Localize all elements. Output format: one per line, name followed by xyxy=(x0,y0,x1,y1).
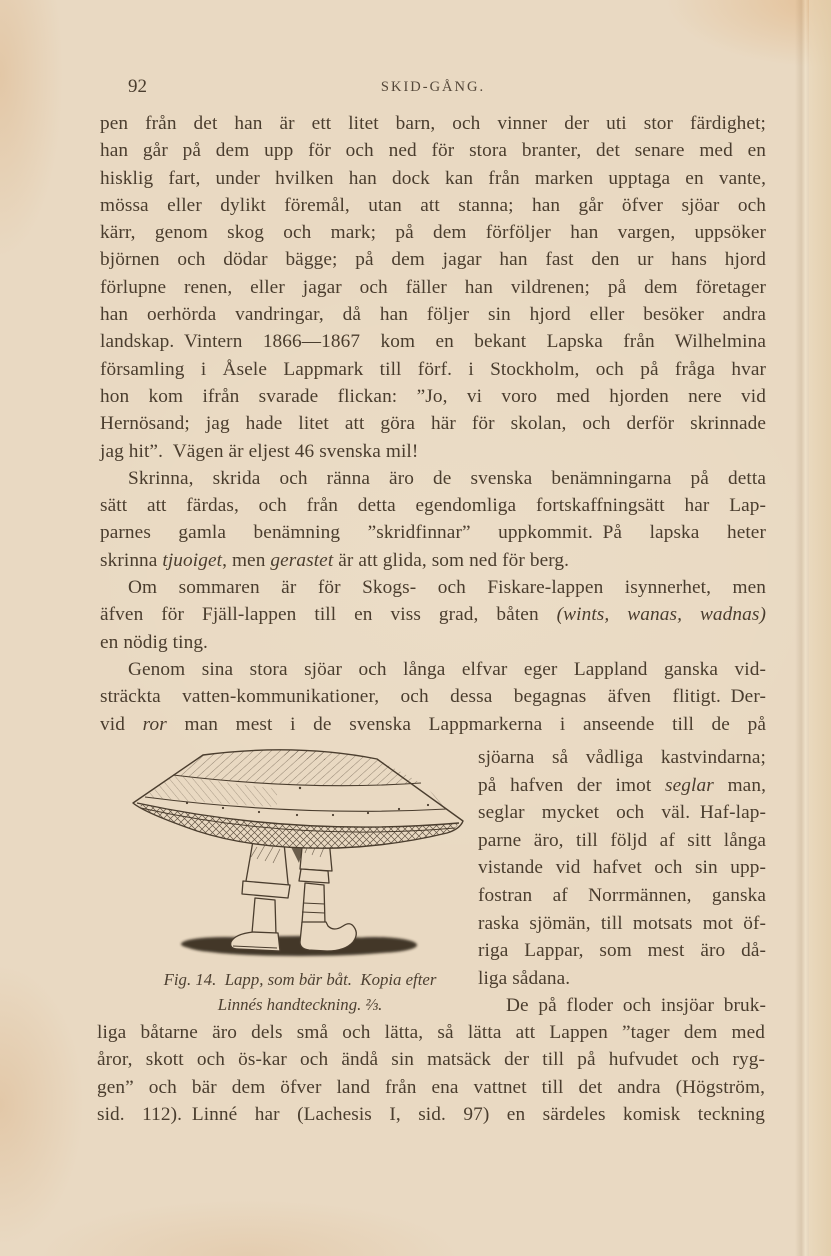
text-line: kärr, genom skog och mark; på dem förföljer han vargen, uppsöker xyxy=(100,222,766,244)
text-line: mössa eller dylikt föremål, utan att stanna; han går öfver sjöar och xyxy=(100,194,766,216)
text-line: Hernösand; jag hade litet att göra här för skolan, och derför skrinnade xyxy=(100,413,766,435)
wrap-text-column xyxy=(478,744,766,1020)
text-line: hisklig fart, under hvilken han dock kan från marken upptaga en vante, xyxy=(100,167,766,189)
lapp-carrying-boat-drawing xyxy=(125,745,470,960)
text-line: vid ror man mest i de svenska Lappmarkerna i anseende till de på xyxy=(100,713,767,735)
text-line: fostran af Norrmännen, ganska xyxy=(478,884,766,906)
text-line: parne äro, till följd af sitt långa xyxy=(478,829,766,851)
text-line: riga Lappar, som mest äro då- xyxy=(478,940,766,962)
text-line: sätt att färdas, och från detta egendomliga fortskaffningsätt har Lap- xyxy=(100,495,766,517)
text-line: åror, skott och ös-kar och ändå sin matsäck der till på hufvudet och ryg- xyxy=(97,1049,765,1071)
text-line: liga båtarne äro dels små och lätta, så lätta att Lappen ”tager dem med xyxy=(97,1022,765,1043)
text-line: raska sjömän, till motsats mot öf- xyxy=(478,912,766,934)
main-text-block xyxy=(100,110,766,738)
text-line: Skrinna, skrida och ränna äro de svenska benämningarna på detta xyxy=(128,467,766,489)
text-line: parnes gamla benämning ”skridfinnar” uppkommit. På lapska heter xyxy=(100,522,766,544)
figure-caption-line2: Linnés handteckning. ⅔. xyxy=(217,995,383,1014)
text-line: Om sommaren är för Skogs- och Fiskare-lappen isynnerhet, men xyxy=(128,577,766,599)
text-line: gen” och bär dem öfver land från ena vattnet till det andra (Högström, xyxy=(97,1076,765,1098)
text-line: förlupne renen, eller jagar och fäller han vildrenen; på dem företager xyxy=(100,276,766,298)
text-line: Genom sina stora sjöar och långa elfvar eger Lappland ganska vid- xyxy=(128,658,766,680)
text-line: sid. 112). Linné har (Lachesis I, sid. 97) en särdeles komisk teckning xyxy=(97,1103,765,1125)
text-line: pen från det han är ett litet barn, och vinner der uti stor färdighet; xyxy=(100,113,766,134)
text-line: hon kom ifrån svarade flickan: ”Jo, vi voro med hjorden nere vid xyxy=(100,385,766,407)
text-line: sträckta vatten-kommunikationer, och dessa begagnas äfven flitigt. Der- xyxy=(100,686,766,708)
bottom-text-block xyxy=(97,1019,765,1128)
text-line: De på floder och insjöar bruk- xyxy=(506,995,766,1017)
running-header: SKID-GÅNG. xyxy=(380,79,486,95)
text-line: skrinna tjuoiget, men gerastet är att glida, som ned för berg. xyxy=(100,549,570,571)
text-line: björnen och dödar bägge; på dem jagar han fast den ur hans hjord xyxy=(100,249,766,271)
text-line: äfven för Fjäll-lappen till en viss grad, båten (wints, wanas, wadnas) xyxy=(100,604,766,626)
page-edge-strip xyxy=(809,0,831,1256)
text-line: jag hit”. Vägen är eljest 46 svenska mil! xyxy=(100,440,419,462)
text-line: församling i Åsele Lappmark till förf. i Stockholm, och på fråga hvar xyxy=(100,358,766,380)
text-line: sjöarna så vådliga kastvindarna; xyxy=(478,747,766,768)
text-line: seglar mycket och väl. Haf-lap- xyxy=(478,802,766,824)
text-line: på hafven der imot seglar man, xyxy=(478,774,767,796)
page-number: 92 xyxy=(128,76,147,97)
text-line: han oerhörda vandringar, då han följer sin hjord eller besöker andra xyxy=(100,304,766,326)
text-line: han går på dem upp för och ned för stora branter, det senare med en xyxy=(100,140,766,162)
figure-illustration xyxy=(125,745,470,960)
figure-caption-line1: Fig. 14. Lapp, som bär båt. Kopia efter xyxy=(163,970,437,989)
text-line: liga sådana. xyxy=(478,967,571,989)
page-edge-shade xyxy=(795,0,809,1256)
figure-caption xyxy=(115,967,485,1017)
text-line: en nödig ting. xyxy=(100,631,208,653)
text-line: vistande vid hafvet och sin upp- xyxy=(478,857,766,879)
text-line: landskap. Vintern 1866—1867 kom en bekant Lapska från Wilhelmina xyxy=(100,331,766,353)
page-header xyxy=(100,76,766,100)
